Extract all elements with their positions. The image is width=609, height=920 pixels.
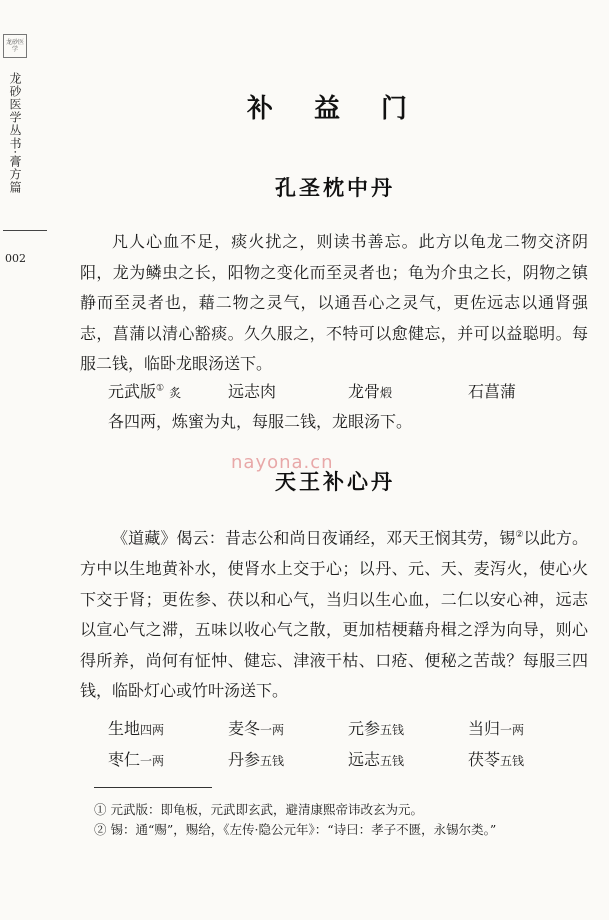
page-number: 002 — [5, 252, 26, 265]
series-logo — [3, 34, 27, 58]
watermark: nayona.cn — [231, 452, 334, 473]
sidebar-divider — [3, 230, 47, 231]
ingredient: 元武版① 炙 — [108, 382, 182, 401]
formula-title-2: 天王补心丹 — [275, 469, 395, 494]
footnote-ref: ② — [515, 530, 524, 540]
footnote-ref: ① — [156, 383, 165, 394]
ingredient: 远志肉 — [228, 382, 277, 401]
ingredient-row-2 — [108, 716, 588, 739]
ingredient-row-1 — [108, 379, 588, 402]
formula-description-1: 凡人心血不足，痰火扰之，则读书善忘。此方以龟龙二物交济阴阳，龙为鳞虫之长，阳物之变化而至灵者也；龟为介虫之长，阴物之镇静而至灵者也，藉二物之灵气，以通吾心之灵气，更佐远志以通肾强志，菖蒲以清心豁痰。久久服之，不特可以愈健忘，并可以益聪明。每服二钱，临卧龙眼汤送下。 — [80, 232, 588, 374]
ingredient: 茯苓五钱 — [468, 750, 525, 769]
footnote-divider — [94, 787, 212, 788]
ingredient: 麦冬一两 — [228, 719, 285, 738]
ingredient: 石菖蒲 — [468, 382, 517, 401]
footnote-2: ② 锡：通“赐”，赐给，《左传·隐公元年》：“诗曰：孝子不匮，永锡尔类。” — [94, 822, 497, 837]
formula-description-2: 《道藏》偈云：昔志公和尚日夜诵经，邓天王悯其劳，锡②以此方。方中以生地黄补水，使肾水上交于心；以丹、元、天、麦泻火，使心火下交于肾；更佐参、茯以和心气，当归以生心血，二仁以安心神，远志以宣心气之滞，五味以收心气之散，更加桔梗藉舟楫之浮为向导，则心得所养，尚何有怔忡、健忘、津液干枯、口疮、便秘之苦哉？每服三四钱，临卧灯心或竹叶汤送下。 — [80, 528, 588, 701]
ingredient: 元参五钱 — [348, 719, 405, 738]
dosage-note: 各四两，炼蜜为丸，每服二钱，龙眼汤下。 — [108, 412, 413, 431]
ingredient-row-3 — [108, 747, 588, 770]
ingredient: 枣仁一两 — [108, 750, 165, 769]
ingredient: 生地四两 — [108, 719, 165, 738]
ingredient: 龙骨煅 — [348, 382, 393, 401]
section-title: 补 益 门 — [246, 94, 424, 124]
footnote-1: ① 元武版：即龟板，元武即玄武，避清康熙帝讳改玄为元。 — [94, 802, 423, 817]
ingredient: 丹参五钱 — [228, 750, 285, 769]
sidebar — [0, 0, 48, 920]
series-title: 龙砂医学丛书·膏方篇 — [8, 72, 22, 194]
logo-text: 龙砂医学 — [5, 39, 24, 53]
ingredient: 当归一两 — [468, 719, 525, 738]
ingredient: 远志五钱 — [348, 750, 405, 769]
formula-title-1: 孔圣枕中丹 — [275, 175, 395, 200]
